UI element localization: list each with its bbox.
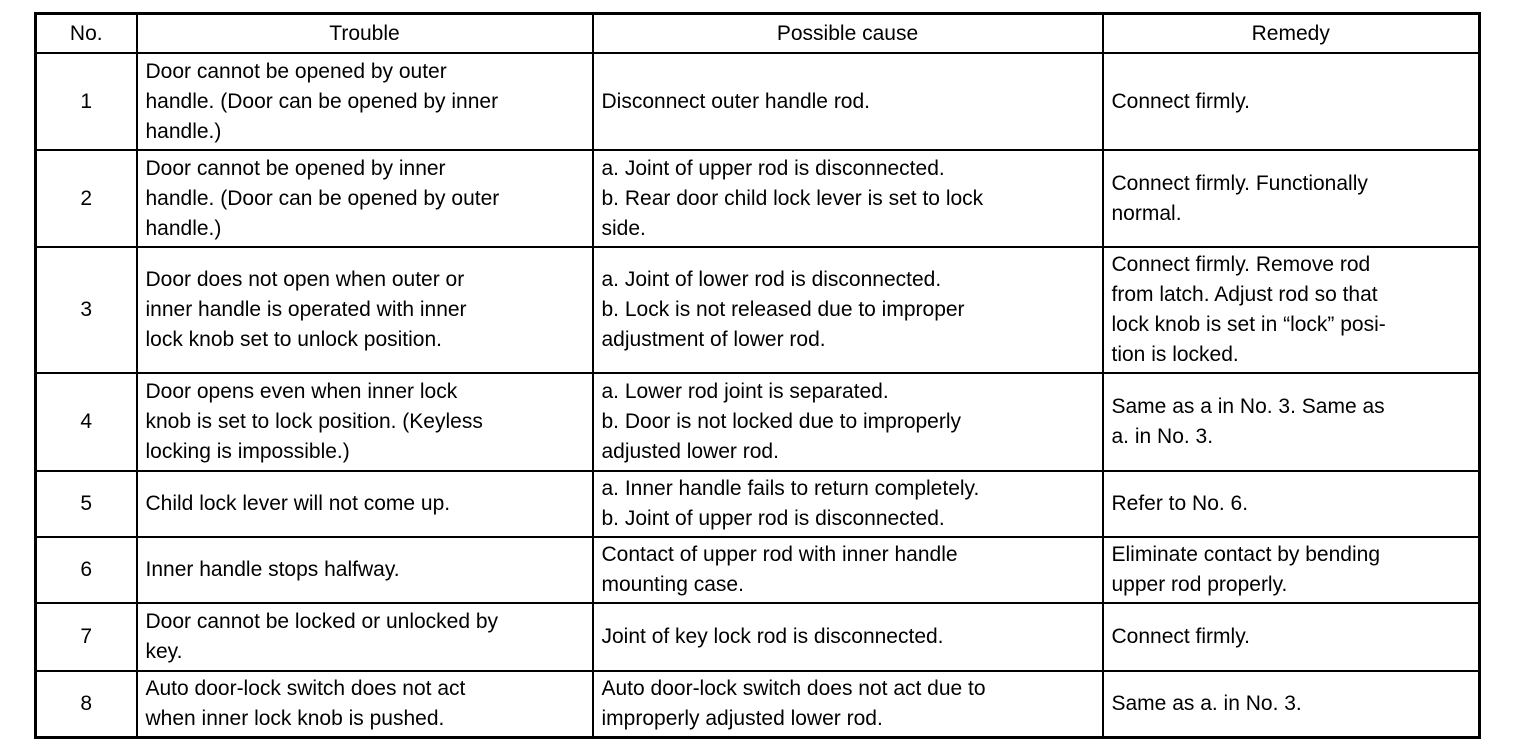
- trouble-line: handle.): [145, 119, 222, 143]
- cause-line: a. Joint of upper rod is disconnected.: [601, 156, 945, 180]
- cause-line: b. Rear door child lock lever is set to lock: [601, 186, 984, 210]
- remedy-cell: [1103, 247, 1480, 373]
- header-remedy: Remedy: [1103, 14, 1480, 54]
- remedy-cell: [1103, 373, 1480, 471]
- remedy-line: Same as a in No. 3. Same as: [1111, 395, 1385, 418]
- cause-cell: [593, 537, 1103, 603]
- cause-cell: [593, 150, 1103, 247]
- remedy-line: lock knob is set in “lock” posi-: [1111, 313, 1386, 336]
- table-row: [36, 471, 1480, 537]
- trouble-line: handle. (Door can be opened by inner: [145, 89, 499, 113]
- remedy-cell: [1103, 53, 1480, 150]
- trouble-cell: [137, 53, 593, 150]
- cause-cell: [593, 53, 1103, 150]
- remedy-cell: [1103, 603, 1480, 671]
- trouble-cell: [137, 150, 593, 247]
- trouble-cell: [137, 471, 593, 537]
- cause-line: a. Lower rod joint is separated.: [601, 380, 889, 403]
- row-number: 3: [36, 247, 137, 373]
- row-number: 4: [36, 373, 137, 471]
- remedy-line: upper rod properly.: [1111, 573, 1288, 596]
- trouble-line: Inner handle stops halfway.: [145, 558, 400, 581]
- cause-line: a. Joint of lower rod is disconnected.: [601, 268, 942, 291]
- trouble-line: when inner lock knob is pushed.: [145, 706, 445, 730]
- row-number: 8: [36, 671, 137, 737]
- trouble-cell: [137, 373, 593, 471]
- cause-cell: [593, 373, 1103, 471]
- remedy-cell: [1103, 671, 1480, 737]
- troubleshooting-table: [34, 12, 1481, 739]
- remedy-line: Connect firmly.: [1111, 89, 1250, 113]
- remedy-line: Connect firmly.: [1111, 625, 1250, 648]
- cause-line: mounting case.: [601, 573, 744, 596]
- header-possible-cause: Possible cause: [593, 14, 1103, 54]
- trouble-line: inner handle is operated with inner: [145, 298, 467, 321]
- trouble-line: Auto door-lock switch does not act: [145, 676, 466, 700]
- remedy-line: tion is locked.: [1111, 343, 1239, 366]
- trouble-line: handle. (Door can be opened by outer: [145, 186, 500, 210]
- header-no: No.: [36, 14, 137, 54]
- trouble-line: knob is set to lock position. (Keyless: [145, 410, 483, 433]
- table-row: [36, 247, 1480, 373]
- cause-line: a. Inner handle fails to return completely.: [601, 477, 980, 500]
- cause-cell: [593, 471, 1103, 537]
- cause-line: adjustment of lower rod.: [601, 328, 826, 351]
- trouble-cell: [137, 603, 593, 671]
- remedy-cell: [1103, 471, 1480, 537]
- cause-line: Joint of key lock rod is disconnected.: [601, 625, 944, 648]
- table-row: [36, 671, 1480, 737]
- row-number: 1: [36, 53, 137, 150]
- trouble-line: Child lock lever will not come up.: [145, 492, 451, 515]
- trouble-line: key.: [145, 640, 183, 663]
- header-row: [36, 14, 1480, 54]
- remedy-line: Same as a. in No. 3.: [1111, 691, 1302, 715]
- trouble-line: Door does not open when outer or: [145, 268, 465, 291]
- row-number: 5: [36, 471, 137, 537]
- remedy-line: Connect firmly. Functionally: [1111, 171, 1368, 195]
- trouble-line: locking is impossible.): [145, 440, 350, 463]
- trouble-cell: [137, 671, 593, 737]
- remedy-line: from latch. Adjust rod so that: [1111, 283, 1378, 306]
- cause-line: b. Door is not locked due to improperly: [601, 410, 962, 433]
- cause-cell: [593, 671, 1103, 737]
- row-number: 2: [36, 150, 137, 247]
- remedy-line: a. in No. 3.: [1111, 425, 1214, 448]
- row-number: 6: [36, 537, 137, 603]
- table-row: [36, 373, 1480, 471]
- table-row: [36, 537, 1480, 603]
- cause-line: Auto door-lock switch does not act due to: [601, 676, 986, 700]
- remedy-line: Refer to No. 6.: [1111, 492, 1249, 515]
- cause-cell: [593, 603, 1103, 671]
- remedy-line: normal.: [1111, 201, 1182, 225]
- remedy-line: Eliminate contact by bending: [1111, 543, 1380, 566]
- cause-line: adjusted lower rod.: [601, 440, 779, 463]
- trouble-line: handle.): [145, 216, 222, 240]
- trouble-cell: [137, 537, 593, 603]
- cause-line: Disconnect outer handle rod.: [601, 89, 870, 113]
- cause-line: improperly adjusted lower rod.: [601, 706, 883, 730]
- cause-line: b. Lock is not released due to improper: [601, 298, 965, 321]
- trouble-line: lock knob set to unlock position.: [145, 328, 443, 351]
- trouble-cell: [137, 247, 593, 373]
- row-number: 7: [36, 603, 137, 671]
- remedy-line: Connect firmly. Remove rod: [1111, 253, 1371, 276]
- trouble-line: Door cannot be opened by inner: [145, 156, 446, 180]
- cause-line: Contact of upper rod with inner handle: [601, 543, 958, 566]
- remedy-cell: [1103, 537, 1480, 603]
- header-trouble: Trouble: [137, 14, 593, 54]
- trouble-line: Door opens even when inner lock: [145, 380, 458, 403]
- table-row: [36, 603, 1480, 671]
- cause-cell: [593, 247, 1103, 373]
- table-row: [36, 53, 1480, 150]
- trouble-line: Door cannot be locked or unlocked by: [145, 610, 499, 633]
- cause-line: b. Joint of upper rod is disconnected.: [601, 507, 945, 530]
- remedy-cell: [1103, 150, 1480, 247]
- cause-line: side.: [601, 216, 646, 240]
- table-row: [36, 150, 1480, 247]
- trouble-line: Door cannot be opened by outer: [145, 59, 447, 83]
